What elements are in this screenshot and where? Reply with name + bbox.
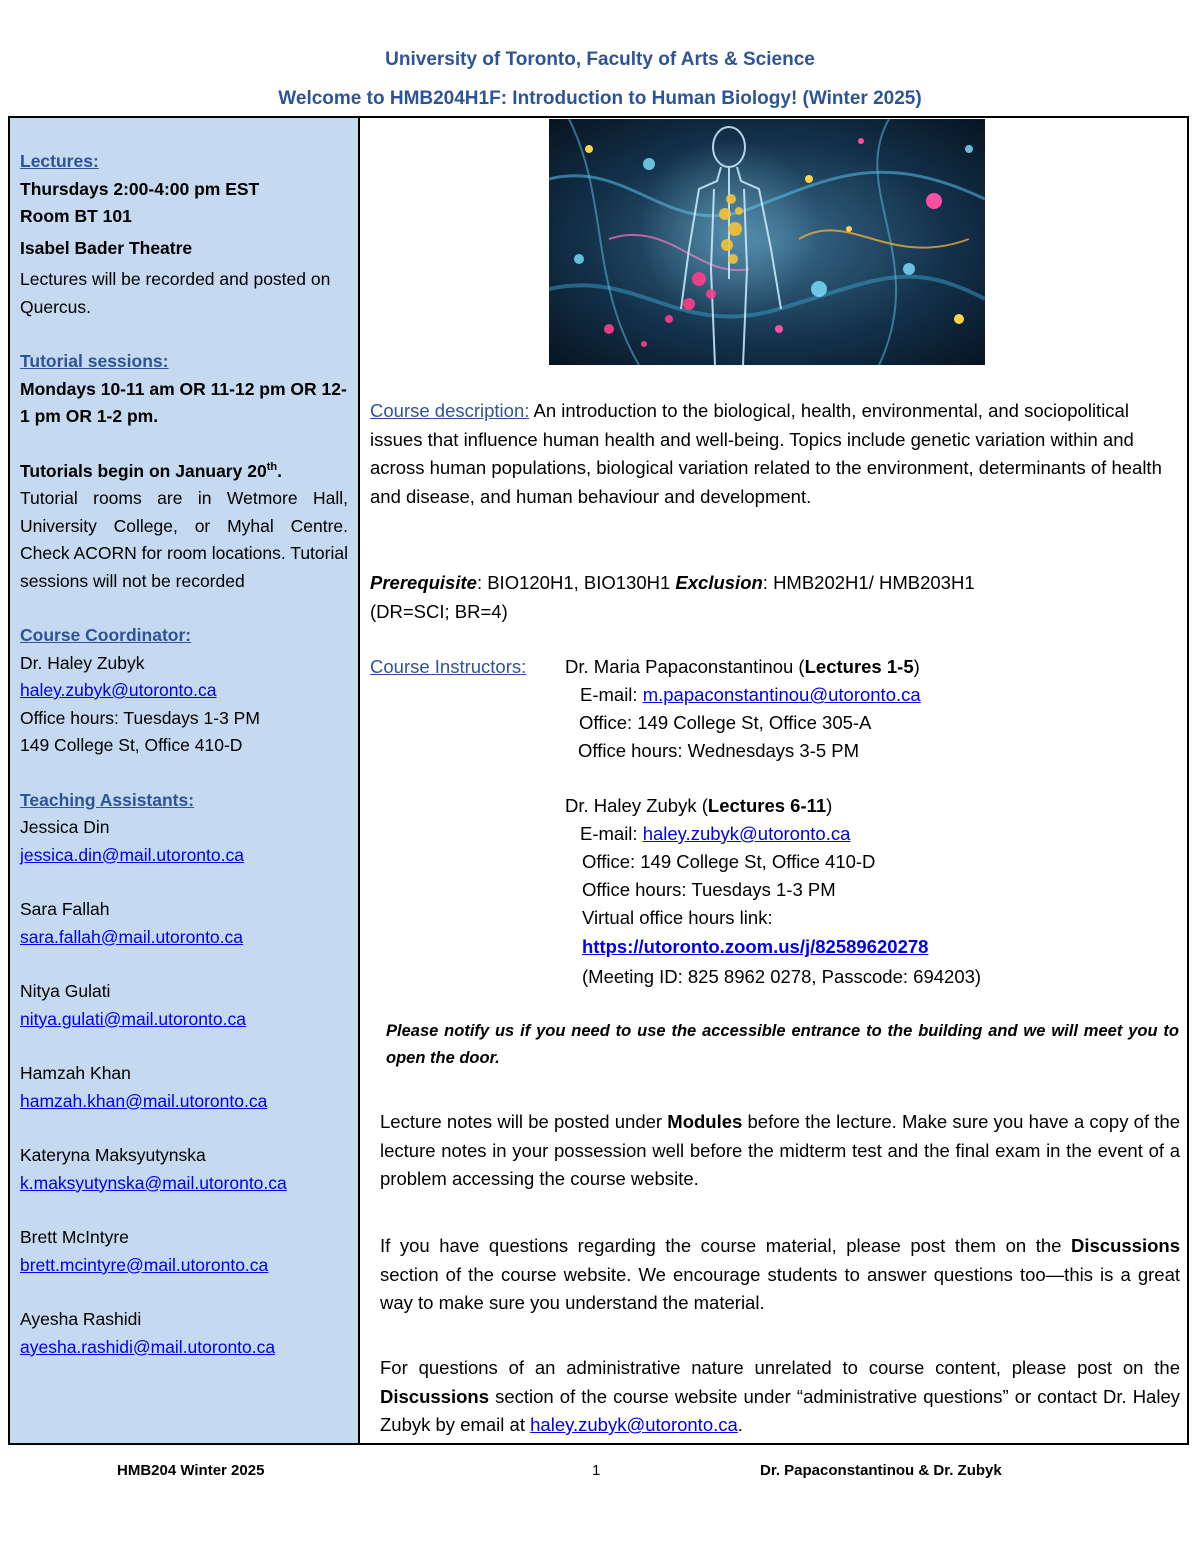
- info-sidebar: [10, 118, 360, 1443]
- prerequisite-label: Prerequisite: [370, 572, 477, 593]
- coordinator-name: Dr. Haley Zubyk: [20, 652, 145, 673]
- breadth-requirement: (DR=SCI; BR=4): [370, 600, 508, 622]
- page-number: 1: [592, 1462, 601, 1479]
- tutorials-heading: Tutorial sessions:: [20, 351, 169, 371]
- description-text: An introduction to the biological, health, environmental, and sociopolitical issues that influence human health and well-being. Topics include genetic variation within and across human populations, biological variation related to the environment, determinants of health and disease, and human behaviour and development.: [370, 400, 1162, 507]
- ta-name: Sara Fallah: [20, 899, 110, 919]
- exclusion-value: : HMB202H1/ HMB203H1: [762, 572, 975, 593]
- ta-entry: [20, 1142, 348, 1197]
- human-biology-illustration: [549, 119, 985, 365]
- lecture-room: Room BT 101: [20, 206, 132, 226]
- tutorial-begin: Tutorials begin on January 20th.: [20, 460, 282, 481]
- coordinator-email-link[interactable]: haley.zubyk@utoronto.ca: [20, 680, 217, 700]
- exclusion-label: Exclusion: [675, 572, 763, 593]
- hero-image-graphic: [549, 119, 985, 365]
- ta-entry: [20, 1060, 348, 1115]
- instructor1-email: E-mail: m.papaconstantinou@utoronto.ca: [580, 684, 921, 705]
- instructor2-hours: Office hours: Tuesdays 1-3 PM: [582, 879, 836, 900]
- ta-entry: [20, 978, 348, 1033]
- accessibility-note: Please notify us if you need to use the accessible entrance to the building and we will meet you to open the door.: [386, 1022, 1179, 1067]
- admin-email-link[interactable]: haley.zubyk@utoronto.ca: [530, 1414, 738, 1435]
- prerequisite-block: [370, 569, 1170, 626]
- coordinator-heading: Course Coordinator:: [20, 625, 192, 645]
- admin-paragraph: For questions of an administrative nature unrelated to course content, please post on the Discussions section of the course website under “administrative questions” or contact Dr. Haley Zubyk by email at haley.zubyk@utoronto.ca.: [380, 1357, 1180, 1435]
- tutorial-times: Mondays 10-11 am OR 11-12 pm OR 12-1 pm OR 1-2 pm.: [20, 378, 347, 426]
- ta-email-link[interactable]: k.maksyutynska@mail.utoronto.ca: [20, 1172, 287, 1193]
- instructor1-hours: Office hours: Wednesdays 3-5 PM: [578, 740, 860, 761]
- instructors-label: Course Instructors:: [370, 656, 527, 677]
- ta-name: Kateryna Maksyutynska: [20, 1145, 206, 1165]
- ta-name: Jessica Din: [20, 817, 110, 837]
- ta-email-link[interactable]: brett.mcintyre@mail.utoronto.ca: [20, 1254, 269, 1275]
- course-description: [370, 397, 1170, 511]
- ta-email-link[interactable]: hamzah.khan@mail.utoronto.ca: [20, 1090, 268, 1111]
- ta-entry: [20, 1306, 348, 1361]
- prerequisite-value: : BIO120H1, BIO130H1: [476, 572, 676, 593]
- description-label: Course description:: [370, 400, 530, 421]
- footer-right: Dr. Papaconstantinou & Dr. Zubyk: [760, 1462, 1002, 1479]
- coordinator-hours: Office hours: Tuesdays 1-3 PM: [20, 707, 260, 728]
- lecture-time: Thursdays 2:00-4:00 pm EST: [20, 178, 260, 199]
- instructor2-email-link[interactable]: haley.zubyk@utoronto.ca: [642, 823, 851, 844]
- doc-subtitle: Welcome to HMB204H1F: Introduction to Human Biology! (Winter 2025): [278, 88, 922, 109]
- coordinator-office: 149 College St, Office 410-D: [20, 735, 243, 755]
- virtual-hours-label: Virtual office hours link:: [582, 907, 773, 928]
- instructor1-name: Dr. Maria Papaconstantinou (Lectures 1-5): [565, 656, 920, 677]
- questions-paragraph: If you have questions regarding the course material, please post them on the Discussions section of the course website. We encourage students to answer questions too—this is a great way to make sure you understand the material.: [380, 1235, 1180, 1313]
- instructor2-name: Dr. Haley Zubyk (Lectures 6-11): [565, 795, 833, 816]
- ta-name: Nitya Gulati: [20, 981, 111, 1001]
- ta-entry: [20, 814, 348, 869]
- lecture-notes-paragraph: Lecture notes will be posted under Modules before the lecture. Make sure you have a copy of the lecture notes in your possession well before the midterm test and the final exam in the event of a problem accessing the course website.: [380, 1111, 1181, 1189]
- content-frame: [8, 116, 1189, 1445]
- instructor2-email: E-mail: haley.zubyk@utoronto.ca: [580, 823, 851, 844]
- instructor2-office: Office: 149 College St, Office 410-D: [582, 851, 876, 872]
- ta-email-link[interactable]: sara.fallah@mail.utoronto.ca: [20, 926, 244, 947]
- ta-entry: [20, 1224, 348, 1279]
- ta-email-link[interactable]: ayesha.rashidi@mail.utoronto.ca: [20, 1336, 276, 1357]
- tutorial-rooms-note: Tutorial rooms are in Wetmore Hall, University College, or Myhal Centre. Check ACORN for room locations. Tutorial sessions will not be recorded: [20, 488, 348, 591]
- lecture-note: Lectures will be recorded and posted on Quercus.: [20, 269, 331, 317]
- ta-name: Ayesha Rashidi: [20, 1309, 142, 1329]
- zoom-link[interactable]: https://utoronto.zoom.us/j/82589620278: [582, 936, 929, 957]
- ta-entry: [20, 896, 348, 951]
- lectures-heading: Lectures:: [20, 151, 99, 171]
- meeting-details: (Meeting ID: 825 8962 0278, Passcode: 694203): [582, 966, 982, 987]
- main-column: [360, 118, 1187, 1443]
- footer-left: HMB204 Winter 2025: [117, 1462, 265, 1479]
- ta-name: Hamzah Khan: [20, 1063, 131, 1083]
- ta-email-link[interactable]: jessica.din@mail.utoronto.ca: [20, 844, 244, 865]
- ta-email-link[interactable]: nitya.gulati@mail.utoronto.ca: [20, 1008, 246, 1029]
- doc-title: University of Toronto, Faculty of Arts & Science: [385, 49, 815, 70]
- instructor1-office: Office: 149 College St, Office 305-A: [579, 712, 872, 733]
- ta-name: Brett McIntyre: [20, 1227, 129, 1247]
- instructor1-email-link[interactable]: m.papaconstantinou@utoronto.ca: [642, 684, 921, 705]
- lecture-venue: Isabel Bader Theatre: [20, 237, 193, 258]
- tas-heading: Teaching Assistants:: [20, 789, 195, 810]
